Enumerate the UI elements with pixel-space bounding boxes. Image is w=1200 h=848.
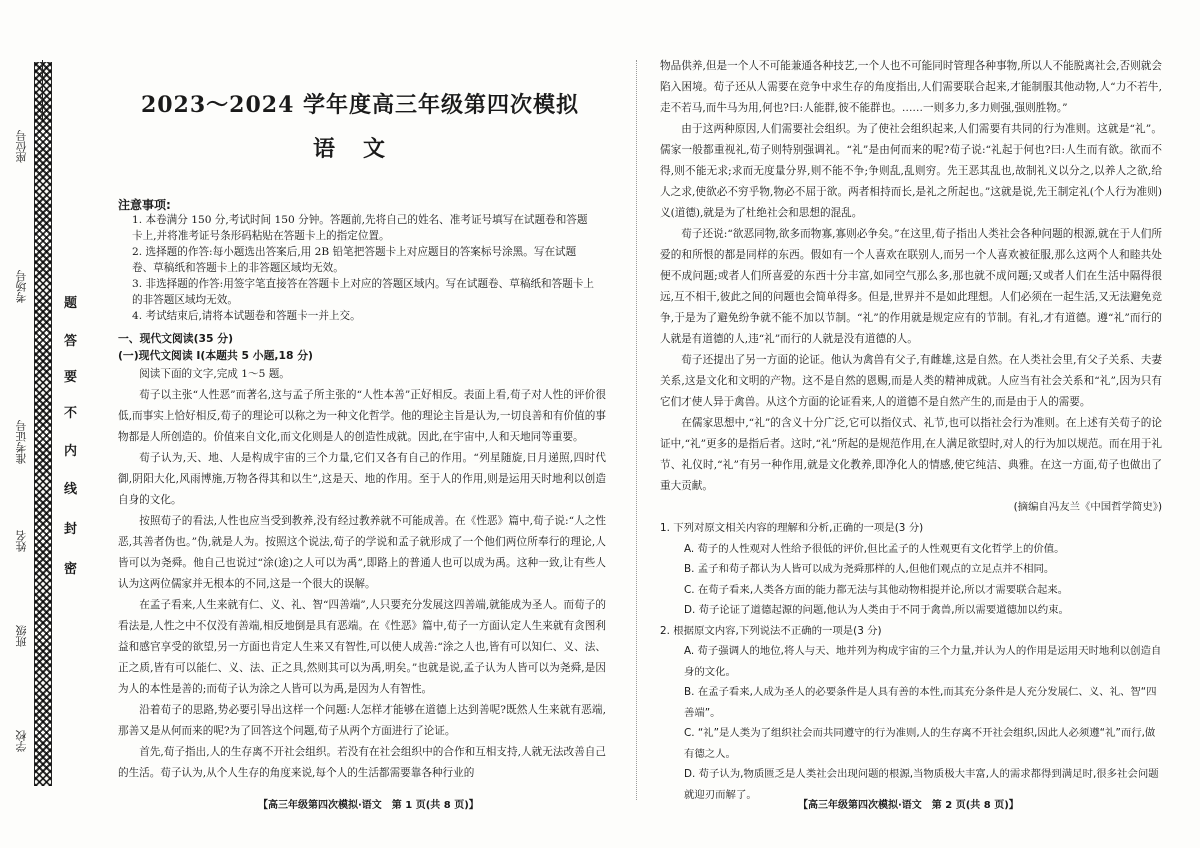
question-option: C. 在荀子看来,人类各方面的能力都无法与其他动物相提并论,所以才需要联合起来。 xyxy=(684,583,1069,596)
question-option: A. 荀子强调人的地位,将人与天、地并列为构成宇宙的三个力量,并认为人的作用是运用天时地利以创造自身的文化。 xyxy=(684,645,1162,678)
binding-field-room: 考场号 xyxy=(15,270,28,303)
question-option: D. 荀子论证了道德起源的问题,他认为人类由于不同于禽兽,所以需要道德加以约束。 xyxy=(684,604,1069,616)
seal-char: 封 xyxy=(64,522,78,537)
binding-line xyxy=(42,60,43,120)
binding-field-school: 学校 xyxy=(15,730,28,752)
seal-char: 密 xyxy=(64,562,78,577)
binding-field-class: 班级 xyxy=(15,625,28,647)
question-option: D. 荀子认为,物质匮乏是人类社会出现问题的根源,当物质极大丰富,人的需求都得到满足时,很多社会问题就迎刃而解了。 xyxy=(684,768,1159,801)
question-1 xyxy=(660,518,1162,621)
question-stem: 2. 根据原文内容,下列说法不正确的一项是(3 分) xyxy=(660,624,882,637)
question-option: C. “礼”是人类为了组织社会而共同遵守的行为准则,人的生存离不开社会组织,因此人必须遵“礼”而行,做有德之人。 xyxy=(684,727,1156,760)
source-citation: (摘编自冯友兰《中国哲学简史》) xyxy=(1013,501,1162,513)
seal-char: 答 xyxy=(64,334,78,349)
paragraph: 物品供养,但是一个人不可能兼通各种技艺,一个人也不可能同时管理各种事物,所以人不能脱离社会,否则就会陷入困境。荀子还从人需要在竞争中求生存的角度指出,人们需要联合起来,才能制服其他动物,人“力不若牛,走不若马,而牛马为用,何也?曰:人能群,彼不能群也。……一则多力,多力则强,强则胜物。” xyxy=(660,60,1162,114)
seal-char: 题 xyxy=(64,296,78,311)
exam-title: 2023～2024 学年度高三年级第四次模拟 xyxy=(140,92,580,118)
reading-passage-part1 xyxy=(118,330,606,784)
page-footer: 【高三年级第四次模拟·语文 第 1 页(共 8 页)】 xyxy=(258,800,479,811)
page-footer: 【高三年级第四次模拟·语文 第 2 页(共 8 页)】 xyxy=(798,800,1019,811)
paragraph: 沿着荀子的思路,势必要引导出这样一个问题:人怎样才能够在道德上达到善呢?既然人生来就有恶端,那善又是从何而来的呢?为了回答这个问题,荀子从两个方面进行了论证。 xyxy=(118,704,606,737)
question-stem: 1. 下列对原文相关内容的理解和分析,正确的一项是(3 分) xyxy=(660,522,924,534)
paragraph: 首先,荀子指出,人的生存离不开社会组织。若没有在社会组织中的合作和互相支持,人就无法改善自己的生活。荀子认为,从个人生存的角度来说,每个人的生活都需要靠各种行业的 xyxy=(118,746,606,779)
seal-char: 线 xyxy=(64,482,78,497)
reading-passage-part2 xyxy=(660,56,1162,805)
paragraph: 荀子还提出了另一方面的论证。他认为禽兽有父子,有雌雄,这是自然。在人类社会里,有父子关系、夫妻关系,这是文化和文明的产物。这不是自然的恩赐,而是人类的精神成就。人应当有社会关系和“礼”,因为只有它们才使人异于禽兽。从这个方面的论证看来,人的道德不是自然产生的,而是由于人的需要。 xyxy=(660,354,1162,408)
page-2 xyxy=(660,0,1162,848)
paragraph: 由于这两种原因,人们需要社会组织。为了使社会组织起来,人们需要有共同的行为准则。这就是“礼”。儒家一般都重视礼,荀子则特别强调礼。“礼”是由何而来的呢?荀子说:“礼起于何也?曰:人生而有欲。欲而不得,则不能无求;求而无度量分界,则不能不争;争则乱,乱则穷。先王恶其乱也,故制礼义以分之,以养人之欲,给人之求,使欲必不穷乎物,物必不屈于欲。两者相持而长,是礼之所起也。”这就是说,先王制定礼(个人行为准则)义(道德),就是为了杜绝社会和思想的混乱。 xyxy=(660,123,1162,219)
page-divider xyxy=(636,60,637,800)
binding-field-name: 姓名 xyxy=(15,530,28,552)
question-option: A. 荀子的人性观对人性给予很低的评价,但比孟子的人性观更有文化哲学上的价值。 xyxy=(684,542,1065,555)
notes-list xyxy=(132,212,594,324)
paragraph: 荀子认为,天、地、人是构成宇宙的三个力量,它们又各有自己的作用。“列星随旋,日月递照,四时代御,阴阳大化,风雨博施,万物各得其和以生”,这是天、地的作用。至于人的作用,则是运用天时地利以创造自身的文化。 xyxy=(118,452,606,506)
paragraph: 在儒家思想中,“礼”的含义十分广泛,它可以指仪式、礼节,也可以指社会行为准则。在上述有关荀子的论证中,“礼”更多的是指后者。这时,“礼”所起的是规范作用,在人满足欲望时,对人的行为加以规范。而在用于礼节、礼仪时,“礼”有另一种作用,就是文化教养,即净化人的情感,使它纯洁、典雅。在这一方面,荀子也做出了重大贡献。 xyxy=(660,417,1162,492)
binding-field-seat: 座位号 xyxy=(15,130,28,163)
notes-heading: 注意事项: xyxy=(118,198,171,212)
question-2 xyxy=(660,621,1162,806)
subject-title: 语文 xyxy=(312,136,413,162)
seal-char: 不 xyxy=(64,406,78,421)
binding-pattern-strip xyxy=(34,62,52,786)
note-item: 2. 选择题的作答:每小题选出答案后,用 2B 铅笔把答题卡上对应题目的答案标号涂黑。写在试题卷、草稿纸和答题卡上的非答题区域均无效。 xyxy=(132,246,577,274)
paragraph: 荀子以主张“人性恶”而著名,这与孟子所主张的“人性本善”正好相反。表面上看,荀子对人性的评价很低,而事实上恰好相反,荀子的理论可以称之为一种文化哲学。他的理论主旨是认为,一切良善和有价值的事物都是人所创造的。价值来自文化,而文化则是人的创造性成就。因此,在宇宙中,人和天地同等重要。 xyxy=(118,389,606,443)
paragraph: 按照荀子的看法,人性也应当受到教养,没有经过教养就不可能成善。在《性恶》篇中,荀子说:“人之性恶,其善者伪也。”伪,就是人为。按照这个说法,荀子的学说和孟子就形成了一个他们两位所奉行的理论,人皆可以为尧舜。他自己也说过“涂(途)之人可以为禹”,即路上的普通人也可以成为禹。这种一致,让有些人认为这两位儒家并无根本的不同,这是一个很大的误解。 xyxy=(118,515,606,590)
section-heading: 一、现代文阅读(35 分) xyxy=(118,332,234,345)
subsection-heading: (一)现代文阅读 I(本题共 5 小题,18 分) xyxy=(118,349,313,362)
paragraph: 荀子还说:“欲恶同物,欲多而物寡,寡则必争矣。”在这里,荀子指出人类社会各种问题的根源,就在于人们所爱的和所恨的都是同样的东西。假如有一个人喜欢在联别人,而另一个人喜欢被征服,那么这两个人和睦共处便不成问题;或者人们所喜爱的东西十分丰富,如同空气那么多,那也就不成问题;又或者人们在生活中隔得很远,互不相干,彼此之间的问题也会简单得多。但是,世界并不是如此理想。人们必须在一起生活,又无法避免竞争,于是为了避免纷争就不能不加以节制。“礼”的作用就是规定应有的节制。有礼,才有道德。遵“礼”而行的人就是有道德的人,违“礼”而行的人就是没有道德的人。 xyxy=(660,228,1162,345)
seal-char: 要 xyxy=(64,370,78,385)
note-item: 4. 考试结束后,请将本试题卷和答题卡一并上交。 xyxy=(132,310,361,322)
paragraph: 在孟子看来,人生来就有仁、义、礼、智“四善端”,人只要充分发展这四善端,就能成为圣人。而荀子的看法是,人性之中不仅没有善端,相反地倒是具有恶端。在《性恶》篇中,荀子一方面认定人生来就有贪图利益和感官享受的欲望,另一方面也肯定人生来又有智性,可以使人成善:“涂之人也,皆有可以知仁、义、法、正之质,皆有可以能仁、义、法、正之具,然则其可以为禹,明矣。”也就是说,孟子认为人皆可以为尧舜,是因为人的本性是善的;而荀子认为涂之人皆可以为禹,是因为人有智性。 xyxy=(118,599,606,695)
instruction: 阅读下面的文字,完成 1～5 题。 xyxy=(139,368,290,380)
page-1 xyxy=(108,0,606,848)
note-item: 1. 本卷满分 150 分,考试时间 150 分钟。答题前,先将自己的姓名、准考证号填写在试题卷和答题卡上,并将准考证号条形码粘贴在答题卡上的指定位置。 xyxy=(132,214,588,242)
question-option: B. 孟子和荀子都认为人皆可以成为尧舜那样的人,但他们观点的立足点并不相同。 xyxy=(684,563,1055,575)
binding-margin xyxy=(0,0,88,848)
note-item: 3. 非选择题的作答:用签字笔直接答在答题卡上对应的答题区域内。写在试题卷、草稿纸和答题卡上的非答题区域均无效。 xyxy=(132,278,594,306)
question-option: B. 在孟子看来,人成为圣人的必要条件是人具有善的本性,而其充分条件是人充分发展仁、义、礼、智“四善端”。 xyxy=(684,686,1157,719)
seal-char: 内 xyxy=(64,444,78,459)
binding-field-ticket: 准考证号 xyxy=(15,420,28,464)
